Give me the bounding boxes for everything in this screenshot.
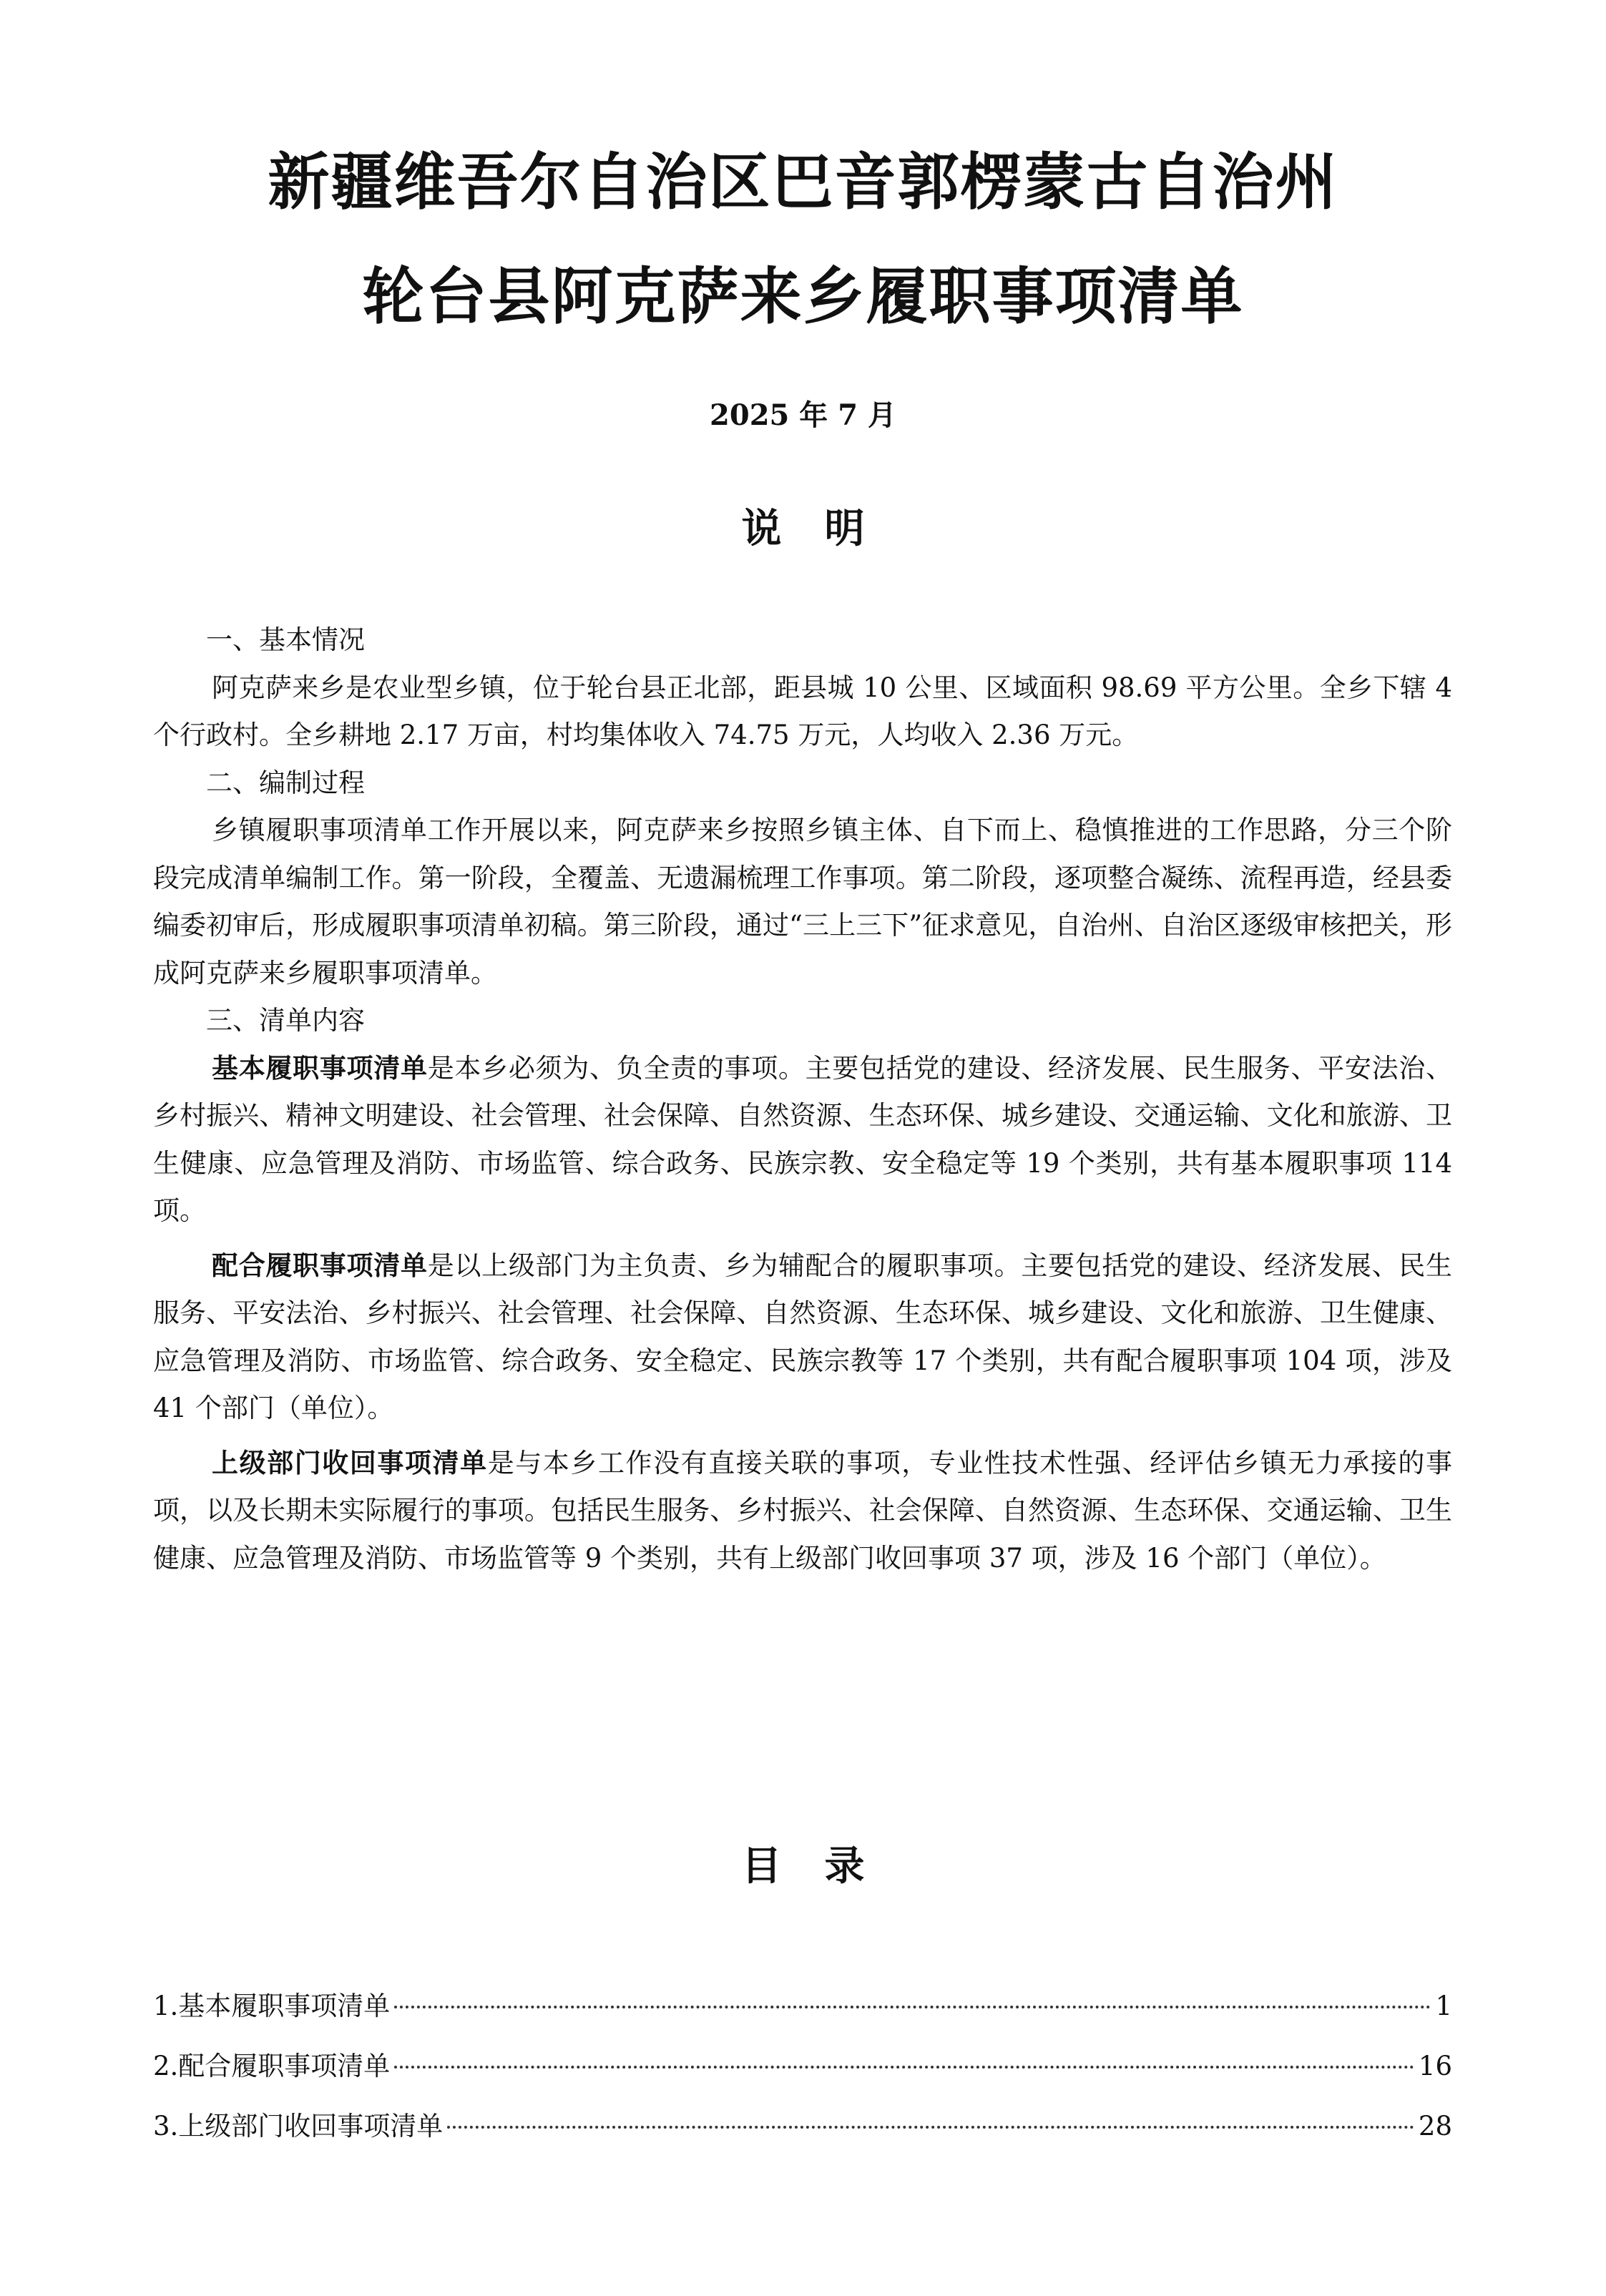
toc-entry-label: 3.上级部门收回事项清单 xyxy=(153,2111,444,2142)
paragraph-lead: 基本履职事项清单 xyxy=(212,1052,428,1084)
toc-entry[interactable] xyxy=(153,1988,1452,2049)
paragraph-process: 乡镇履职事项清单工作开展以来，阿克萨来乡按照乡镇主体、自下而上、稳慎推进的工作思路，分三个阶段完成清单编制工作。第一阶段，全覆盖、无遗漏梳理工作事项。第二阶段，逐项整合凝练、流程再造，经县委编委初审后，形成履职事项清单初稿。第三阶段，通过“三上三下”征求意见，自治州、自治区逐级审核把关，形成阿克萨来乡履职事项清单。 xyxy=(153,815,1452,988)
paragraph-basic-info: 阿克萨来乡是农业型乡镇，位于轮台县正北部，距县城 10 公里、区域面积 98.69 平方公里。全乡下辖 4 个行政村。全乡耕地 2.17 万亩，村均集体收入 74.75 万元，人均收入 2.36 万元。 xyxy=(153,672,1452,750)
document-date: 2025 年 7 月 xyxy=(710,398,896,432)
paragraph-basic-list: 基本履职事项清单是本乡必须为、负全责的事项。主要包括党的建设、经济发展、民生服务、平安法治、乡村振兴、精神文明建设、社会管理、社会保障、自然资源、生态环保、城乡建设、交通运输、文化和旅游、卫生健康、应急管理及消防、市场监管、综合政务、民族宗教、安全稳定等 19 个类别，共有基本履职事项 114 项。 xyxy=(153,1052,1453,1226)
toc-entry-label: 2.配合履职事项清单 xyxy=(153,2051,391,2081)
section-heading-contents: 三、清单内容 xyxy=(206,1005,365,1036)
toc-entry-label: 1.基本履职事项清单 xyxy=(153,1991,391,2021)
section-heading-process: 二、编制过程 xyxy=(206,767,365,798)
toc-entry-page: 1 xyxy=(1435,1991,1452,2021)
toc-entry[interactable] xyxy=(153,2049,1452,2109)
document-title-line-2: 轮台县阿克萨来乡履职事项清单 xyxy=(362,260,1244,333)
paragraph-cooperative-list: 配合履职事项清单是以上级部门为主负责、乡为辅配合的履职事项。主要包括党的建设、经济发展、民生服务、平安法治、乡村振兴、社会管理、社会保障、自然资源、生态环保、城乡建设、文化和旅游、卫生健康、应急管理及消防、市场监管、综合政务、安全稳定、民族宗教等 17 个类别，共有配合履职事项 104 项，涉及 41 个部门（单位）。 xyxy=(153,1250,1453,1423)
toc-entry-page: 16 xyxy=(1418,2051,1452,2081)
toc-leader-dots xyxy=(447,2126,1414,2129)
toc-entry-page: 28 xyxy=(1418,2111,1452,2142)
intro-content xyxy=(153,617,1452,1582)
table-of-contents xyxy=(153,1988,1452,2169)
toc-leader-dots xyxy=(394,2066,1414,2069)
document-title-line-1: 新疆维吾尔自治区巴音郭楞蒙古自治州 xyxy=(268,146,1338,218)
paragraph-lead: 上级部门收回事项清单 xyxy=(212,1447,488,1478)
toc-title: 目录 xyxy=(741,1843,908,1890)
intro-title: 说明 xyxy=(741,505,908,552)
section-heading-basic: 一、基本情况 xyxy=(206,624,365,655)
toc-entry[interactable] xyxy=(153,2109,1452,2169)
paragraph-lead: 配合履职事项清单 xyxy=(212,1250,428,1281)
toc-leader-dots xyxy=(394,2006,1431,2008)
paragraph-recalled-list: 上级部门收回事项清单是与本乡工作没有直接关联的事项，专业性技术性强、经评估乡镇无力承接的事项，以及长期未实际履行的事项。包括民生服务、乡村振兴、社会保障、自然资源、生态环保、交通运输、卫生健康、应急管理及消防、市场监管等 9 个类别，共有上级部门收回事项 37 项，涉及 16 个部门（单位）。 xyxy=(153,1447,1453,1574)
